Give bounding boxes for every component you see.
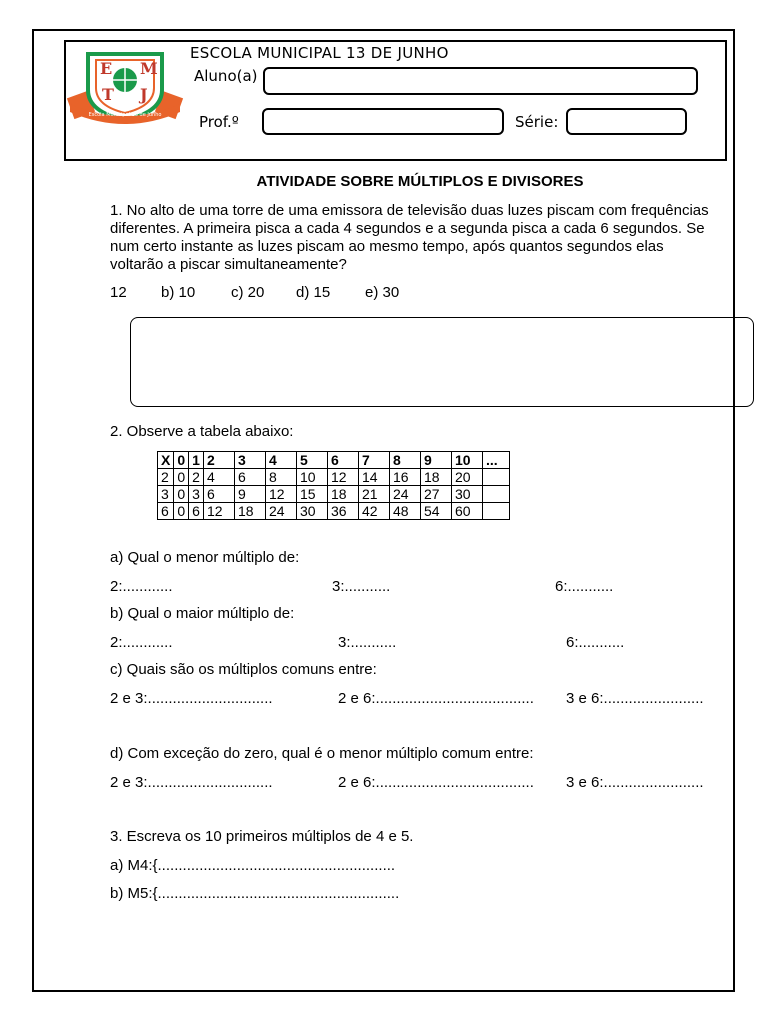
table-cell: 21 (358, 486, 389, 503)
logo-letter-t: T (102, 85, 114, 104)
table-cell: 60 (451, 503, 482, 520)
q2b-prompt: b) Qual o maior múltiplo de: (110, 605, 295, 622)
q2-prompt: 2. Observe a tabela abaixo: (110, 423, 294, 440)
table-cell: 12 (327, 469, 358, 486)
table-cell: 18 (420, 469, 451, 486)
table-cell: 0 (174, 503, 189, 520)
table-cell: 0 (174, 486, 189, 503)
table-row (158, 486, 510, 503)
q1-option-c: c) 20 (231, 284, 265, 301)
table-cell (482, 486, 509, 503)
q2b-field-2[interactable]: 2:............ (110, 634, 173, 651)
student-name-field[interactable] (263, 67, 698, 95)
table-cell: 6 (203, 486, 234, 503)
q1-line-2: diferentes. A primeira pisca a cada 4 segundos e a segunda pisca a cada 6 segundos. Se (110, 220, 705, 237)
logo-letter-e: E (100, 59, 113, 78)
table-cell: 18 (327, 486, 358, 503)
q1-option-d: d) 15 (296, 284, 331, 301)
table-cell: 0 (174, 452, 189, 469)
table-cell: 48 (389, 503, 420, 520)
logo-letter-j: J (140, 85, 148, 104)
table-cell: 24 (389, 486, 420, 503)
table-cell: 20 (451, 469, 482, 486)
table-cell: 15 (296, 486, 327, 503)
table-cell: 9 (420, 452, 451, 469)
student-label: Aluno(a) (194, 67, 258, 85)
q2a-field-3[interactable]: 3:........... (332, 578, 391, 595)
q1-line-3: num certo instante as luzes piscam ao mesmo tempo, após quantos segundos elas (110, 238, 664, 255)
table-cell: X (158, 452, 174, 469)
q1-line-4: voltarão a piscar simultaneamente? (110, 256, 347, 273)
q2d-prompt: d) Com exceção do zero, qual é o menor múltiplo comum entre: (110, 745, 534, 762)
table-cell (482, 469, 509, 486)
table-cell: 16 (389, 469, 420, 486)
teacher-field[interactable] (262, 108, 504, 135)
table-cell: 4 (265, 452, 296, 469)
table-cell: 10 (451, 452, 482, 469)
table-cell: 3 (158, 486, 174, 503)
table-cell: 42 (358, 503, 389, 520)
table-cell: 6 (234, 469, 265, 486)
table-cell: 24 (265, 503, 296, 520)
logo-ribbon-text: Escola Municipal 13 de Junho (88, 112, 162, 118)
q2b-field-3[interactable]: 3:........... (338, 634, 397, 651)
table-cell: 12 (265, 486, 296, 503)
q1-option-b: b) 10 (161, 284, 196, 301)
grade-field[interactable] (566, 108, 687, 135)
table-cell: 0 (174, 469, 189, 486)
q2c-field-2-6[interactable]: 2 e 6:...................................... (338, 690, 534, 707)
logo-letter-m: M (140, 59, 158, 78)
table-cell: 6 (189, 503, 204, 520)
table-cell: 14 (358, 469, 389, 486)
q2a-field-6[interactable]: 6:........... (555, 578, 614, 595)
table-cell (482, 503, 509, 520)
table-row (158, 469, 510, 486)
q2d-field-2-3[interactable]: 2 e 3:.............................. (110, 774, 273, 791)
table-cell: 2 (189, 469, 204, 486)
q2d-field-2-6[interactable]: 2 e 6:...................................... (338, 774, 534, 791)
table-cell: 27 (420, 486, 451, 503)
q3-m5-field[interactable]: b) M5:{.......................................................... (110, 885, 400, 902)
grade-label: Série: (515, 113, 559, 131)
table-cell: 5 (296, 452, 327, 469)
table-cell: 1 (189, 452, 204, 469)
table-cell: 8 (389, 452, 420, 469)
page-title: ATIVIDADE SOBRE MÚLTIPLOS E DIVISORES (256, 173, 584, 190)
q3-prompt: 3. Escreva os 10 primeiros múltiplos de 4 e 5. (110, 828, 414, 845)
table-cell: 36 (327, 503, 358, 520)
table-cell: 12 (203, 503, 234, 520)
table-cell: 9 (234, 486, 265, 503)
q1-option-e: e) 30 (365, 284, 400, 301)
school-logo (66, 46, 184, 128)
table-header-row (158, 452, 510, 469)
q1-option-a: 12 (110, 284, 127, 301)
table-cell: 4 (203, 469, 234, 486)
q2a-prompt: a) Qual o menor múltiplo de: (110, 549, 300, 566)
table-cell: 30 (296, 503, 327, 520)
table-cell: 3 (189, 486, 204, 503)
teacher-label: Prof.º (199, 113, 239, 131)
table-cell: 54 (420, 503, 451, 520)
multiples-table (157, 451, 510, 520)
q2a-field-2[interactable]: 2:............ (110, 578, 173, 595)
table-cell: ... (482, 452, 509, 469)
table-cell: 10 (296, 469, 327, 486)
table-cell: 7 (358, 452, 389, 469)
table-cell: 6 (158, 503, 174, 520)
table-cell: 8 (265, 469, 296, 486)
table-cell: 2 (203, 452, 234, 469)
q2c-prompt: c) Quais são os múltiplos comuns entre: (110, 661, 377, 678)
table-cell: 6 (327, 452, 358, 469)
q2c-field-2-3[interactable]: 2 e 3:.............................. (110, 690, 273, 707)
q2c-field-3-6[interactable]: 3 e 6:........................ (566, 690, 704, 707)
q3-m4-field[interactable]: a) M4:{......................................................... (110, 857, 396, 874)
q2d-field-3-6[interactable]: 3 e 6:........................ (566, 774, 704, 791)
q1-line-1: 1. No alto de uma torre de uma emissora de televisão duas luzes piscam com frequências (110, 202, 709, 219)
q2b-field-6[interactable]: 6:........... (566, 634, 625, 651)
q1-answer-box[interactable] (130, 317, 754, 407)
table-cell: 2 (158, 469, 174, 486)
table-cell: 3 (234, 452, 265, 469)
table-cell: 18 (234, 503, 265, 520)
school-name: ESCOLA MUNICIPAL 13 DE JUNHO (190, 44, 449, 62)
table-row (158, 503, 510, 520)
table-cell: 30 (451, 486, 482, 503)
